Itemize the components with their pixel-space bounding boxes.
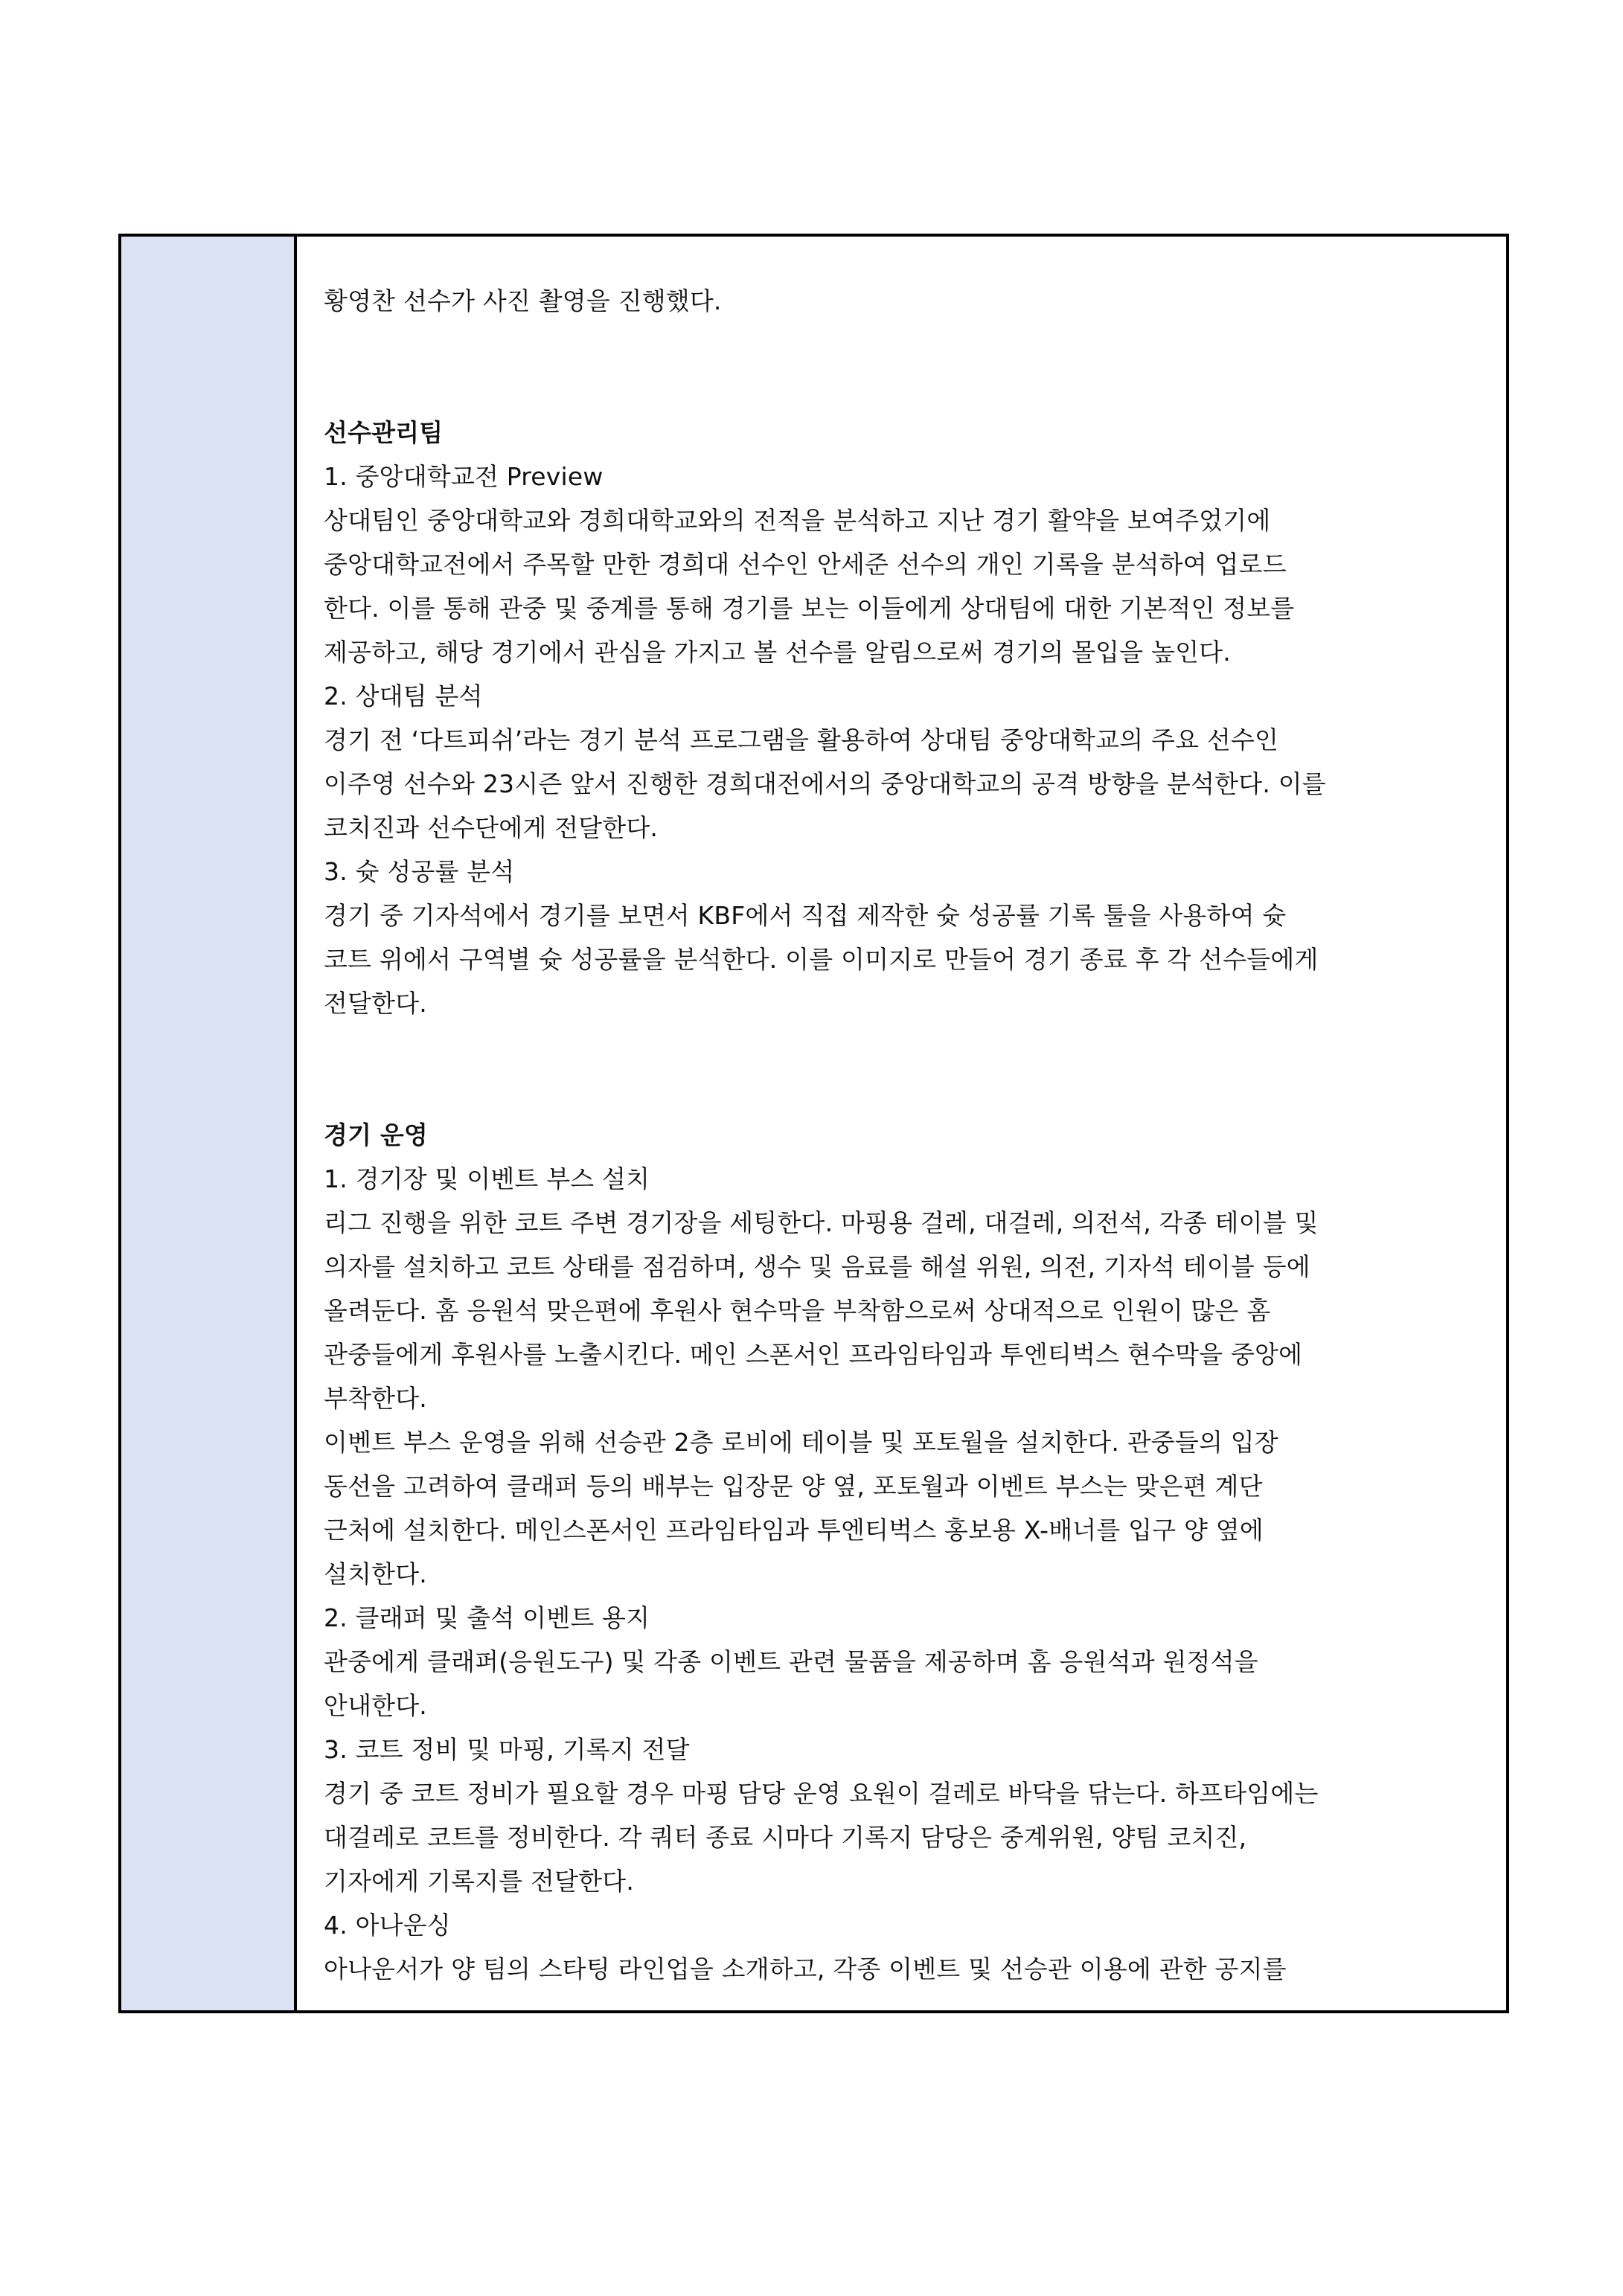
text-line: 안내한다.: [324, 1691, 428, 1720]
section-heading-game-operations: 경기 운영: [324, 1120, 429, 1149]
text-line: 경기 중 기자석에서 경기를 보면서 KBF에서 직접 제작한 슛 성공률 기록 툴을 사용하여 슛: [324, 901, 1287, 930]
text-line: 1. 경기장 및 이벤트 부스 설치: [324, 1164, 650, 1193]
blank-line: [324, 1069, 1494, 1113]
text-line: 이주영 선수와 23시즌 앞서 진행한 경희대전에서의 중앙대학교의 공격 방향을 분석한다. 이를: [324, 769, 1326, 798]
text-line: 3. 코트 정비 및 마핑, 기록지 전달: [324, 1735, 690, 1764]
text-line: 관중들에게 후원사를 노출시킨다. 메인 스폰서인 프라임타임과 투엔티벅스 현수막을 중앙에: [324, 1340, 1303, 1369]
text-line: 전달한다.: [324, 989, 428, 1018]
text-line: 관중에게 클래퍼(응원도구) 및 각종 이벤트 관련 물품을 제공하며 홈 응원석과 원정석을: [324, 1647, 1258, 1676]
text-line: 동선을 고려하여 클래퍼 등의 배부는 입장문 양 옆, 포토월과 이벤트 부스는 맞은편 계단: [324, 1472, 1263, 1501]
text-line: 1. 중앙대학교전 Preview: [324, 462, 604, 491]
text-line: 설치한다.: [324, 1559, 428, 1588]
text-line: 부착한다.: [324, 1384, 428, 1413]
blank-line: [324, 367, 1494, 411]
text-line: 이벤트 부스 운영을 위해 선승관 2층 로비에 테이블 및 포토월을 설치한다. 관중들의 입장: [324, 1428, 1278, 1457]
text-line: 3. 슛 성공률 분석: [324, 857, 515, 886]
text-line: 코트 위에서 구역별 슛 성공률을 분석한다. 이를 이미지로 만들어 경기 종료 후 각 선수들에게: [324, 945, 1319, 974]
label-column: [121, 237, 297, 2010]
text-line: 경기 중 코트 정비가 필요할 경우 마핑 담당 운영 요원이 걸레로 바닥을 닦는다. 하프타임에는: [324, 1779, 1319, 1808]
text-line: 중앙대학교전에서 주목할 만한 경희대 선수인 안세준 선수의 개인 기록을 분석하여 업로드: [324, 550, 1287, 579]
blank-line: [324, 1025, 1494, 1069]
section-heading-player-management: 선수관리팀: [324, 418, 444, 447]
text-line: 황영찬 선수가 사진 촬영을 진행했다.: [324, 286, 722, 315]
text-line: 한다. 이를 통해 관중 및 중계를 통해 경기를 보는 이들에게 상대팀에 대한 기본적인 정보를: [324, 594, 1295, 623]
text-line: 경기 전 ‘다트피쉬’라는 경기 분석 프로그램을 활용하여 상대팀 중앙대학교의 주요 선수인: [324, 725, 1279, 754]
content-column: [297, 237, 1506, 2010]
text-line: 4. 아나운싱: [324, 1911, 451, 1940]
blank-line: [324, 323, 1494, 367]
text-line: 근처에 설치한다. 메인스폰서인 프라임타임과 투엔티벅스 홍보용 X-배너를 입구 양 옆에: [324, 1516, 1264, 1545]
text-line: 의자를 설치하고 코트 상태를 점검하며, 생수 및 음료를 해설 위원, 의전, 기자석 테이블 등에: [324, 1252, 1310, 1281]
text-line: 아나운서가 양 팀의 스타팅 라인업을 소개하고, 각종 이벤트 및 선승관 이용에 관한 공지를: [324, 1955, 1287, 1984]
text-line: 상대팀인 중앙대학교와 경희대학교와의 전적을 분석하고 지난 경기 활약을 보여주었기에: [324, 506, 1271, 535]
content-table: [118, 234, 1509, 2013]
text-line: 2. 클래퍼 및 출석 이벤트 용지: [324, 1603, 650, 1632]
text-line: 2. 상대팀 분석: [324, 682, 483, 711]
text-line: [324, 1991, 1494, 2035]
text-line: 리그 진행을 위한 코트 주변 경기장을 세팅한다. 마핑용 걸레, 대걸레, 의전석, 각종 테이블 및: [324, 1208, 1319, 1237]
text-line: 코치진과 선수단에게 전달한다.: [324, 813, 659, 842]
text-line: 제공하고, 해당 경기에서 관심을 가지고 볼 선수를 알림으로써 경기의 몰입을 높인다.: [324, 638, 1231, 667]
text-line: 올려둔다. 홈 응원석 맞은편에 후원사 현수막을 부착함으로써 상대적으로 인원이 많은 홈: [324, 1296, 1271, 1325]
text-line: 기자에게 기록지를 전달한다.: [324, 1867, 635, 1896]
text-line: 대걸레로 코트를 정비한다. 각 쿼터 종료 시마다 기록지 담당은 중계위원, 양팀 코치진,: [324, 1823, 1247, 1852]
